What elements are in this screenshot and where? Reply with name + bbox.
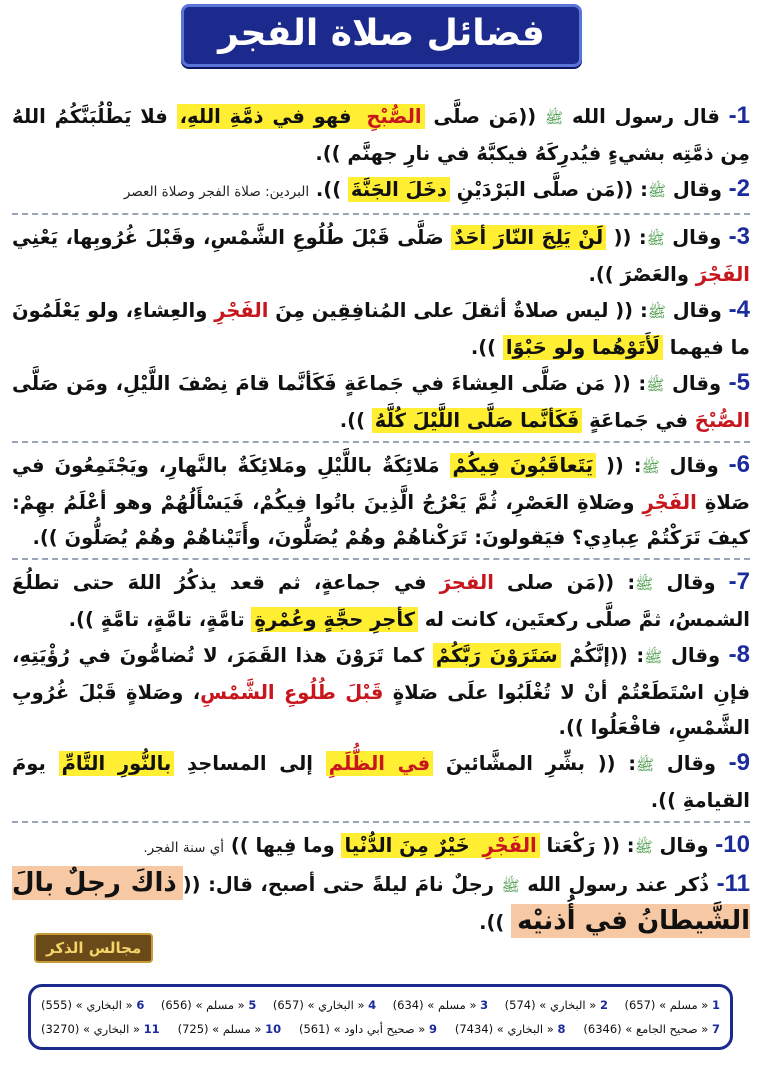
hadith-text: وقال xyxy=(662,644,721,667)
hadith-text: وما فِيها )) xyxy=(224,834,342,857)
hadith-item-1 xyxy=(12,98,750,171)
reference-item xyxy=(41,993,144,1017)
reference-item xyxy=(178,1017,282,1041)
hadith-text: فلا يَطْلُبَنَّكُمُ اللهُ مِن ذمَّتِه بشيءٍ فيُدرِكَهُ فيكبَّهُ في نارِ جهنَّم )). xyxy=(12,105,750,165)
hadith-text: إلى المساجدِ xyxy=(174,752,326,775)
hadith-text: : (( xyxy=(606,226,647,249)
reference-item xyxy=(505,993,608,1017)
hadith-text: : (( رَكْعَتا xyxy=(539,834,635,857)
hadith-number: 7 xyxy=(736,568,750,595)
hadith-number-dash: - xyxy=(719,102,737,129)
hadith-item-5 xyxy=(12,365,750,443)
hadith-text: في جَماعَةٍ xyxy=(582,409,695,432)
salutation-glyph: ﷺ xyxy=(636,756,655,774)
hadith-number-dash: - xyxy=(721,296,737,323)
hadith-text: ، وصَلاةٍ قَبْلَ غُرُوبِ الشَّمْسِ، فافْعَلُوا )). xyxy=(12,681,750,739)
hadith-number-dash: - xyxy=(721,223,737,250)
hadith-item-2 xyxy=(12,171,750,215)
hadith-text: وقال xyxy=(664,372,722,395)
reference-number: 1 xyxy=(711,998,720,1012)
reference-source: « مسلم » (725) xyxy=(177,1022,266,1036)
hadith-item-8 xyxy=(12,637,750,745)
note-text: وصلاة العصر xyxy=(123,184,200,200)
hadith-text: في جماعةٍ، ثم قعد يذكُرُ اللهَ حتى تطلُعَ الشمسُ، ثمَّ صلَّى ركعتَين، كانت له xyxy=(12,571,750,631)
hadith-number: 8 xyxy=(736,641,751,668)
references-row-2 xyxy=(41,1017,720,1041)
hadith-text: يومَ القيامةِ )). xyxy=(12,752,750,812)
highlighted-text: خَيْرٌ مِنَ الدُّنْيا xyxy=(341,833,479,858)
reference-source: « صحيح الجامع » (6346) xyxy=(583,1022,712,1036)
hadith-text: الفَجْرِ xyxy=(214,299,269,322)
highlighted-text: لَنْ يَلِجَ النّارَ أحَدٌ xyxy=(451,225,606,250)
hadith-text: الفَجْرِ xyxy=(642,491,697,514)
hadith-text: : (( بشِّرِ المشَّائينَ xyxy=(433,752,637,775)
hadith-number-dash: - xyxy=(708,831,724,858)
reference-source: « البخاري » (574) xyxy=(504,998,600,1012)
hadith-number: 2 xyxy=(736,175,750,202)
hadith-text: )). xyxy=(309,178,348,201)
salutation-glyph: ﷺ xyxy=(646,230,665,248)
reference-number: 11 xyxy=(143,1022,160,1036)
hadith-number: 5 xyxy=(736,369,750,396)
hadith-text: تامَّةٍ، تامَّةٍ، تامَّةٍ )). xyxy=(68,608,252,631)
highlighted-text: فَكَأنَّما صَلَّى اللَّيْلَ كُلَّهُ xyxy=(372,408,583,433)
highlighted-text: سَتَرَوْنَ رَبَّكُمْ xyxy=(433,643,561,668)
hadith-text: قال رسول الله xyxy=(563,105,720,128)
note-text: الفجر xyxy=(199,184,230,200)
hadith-text: والعِشاءِ، ولو يَعْلَمُونَ ما فيهما xyxy=(12,299,750,359)
reference-number: 5 xyxy=(248,998,257,1012)
hadith-number-dash: - xyxy=(721,175,737,202)
hadith-item-4 xyxy=(12,292,750,365)
reference-item xyxy=(299,1017,437,1041)
title-banner xyxy=(0,4,763,67)
hadith-list xyxy=(12,98,750,940)
salutation-glyph: ﷺ xyxy=(635,575,654,593)
reference-number: 6 xyxy=(136,998,145,1012)
references-row-1 xyxy=(41,993,720,1017)
highlighted-text: ذاكَ رجلٌ بالَ الشَّيطانُ في أُذنيْه xyxy=(12,868,750,936)
hadith-text: وقال xyxy=(659,454,719,477)
hadith-text: مَلائِكَةٌ باللَّيْلِ ومَلائِكَةٌ بالنَّهارِ، ويَجْتَمِعُونَ في صَلاةِ xyxy=(12,454,750,514)
highlighted-text: فهو في ذمَّةِ اللهِ، xyxy=(177,104,364,129)
note-text: البردين: صلاة xyxy=(229,184,310,200)
hadith-text: الصُّبْحَ xyxy=(694,409,750,432)
reference-number: 10 xyxy=(265,1022,282,1036)
reference-source: « صحيح أبي داود » (561) xyxy=(298,1022,429,1036)
salutation-glyph: ﷺ xyxy=(634,838,653,856)
hadith-number-dash: - xyxy=(718,451,737,478)
page-title: فضائل صلاة الفجر xyxy=(181,4,582,67)
reference-source: « مسلم » (634) xyxy=(392,998,481,1012)
salutation-glyph: ﷺ xyxy=(545,109,564,127)
hadith-number: 11 xyxy=(724,870,750,897)
hadith-item-7 xyxy=(12,564,750,637)
salutation-glyph: ﷺ xyxy=(646,376,665,394)
hadith-item-6 xyxy=(12,447,750,560)
hadith-text: رجلٌ نامَ ليلةً حتى أصبح، قال: (( xyxy=(182,873,502,896)
hadith-number: 10 xyxy=(723,831,750,858)
reference-item xyxy=(583,1017,720,1041)
hadith-number-dash: - xyxy=(715,568,737,595)
reference-number: 2 xyxy=(599,998,608,1012)
hadith-text: قَبْلَ طُلُوعِ الشَّمْسِ xyxy=(200,681,384,704)
salutation-glyph: ﷺ xyxy=(641,458,660,476)
reference-number: 7 xyxy=(711,1022,720,1036)
reference-item xyxy=(624,993,720,1017)
hadith-text: : ((مَن صلى xyxy=(493,571,636,594)
hadith-number: 9 xyxy=(736,749,750,776)
hadith-number-dash: - xyxy=(716,749,737,776)
note-text: أي سنة الفجر. xyxy=(143,840,225,856)
hadith-text: وقال xyxy=(664,226,722,249)
hadith-item-9 xyxy=(12,745,750,823)
reference-source: « البخاري » (555) xyxy=(41,998,137,1012)
reference-number: 8 xyxy=(557,1022,566,1036)
hadith-item-3 xyxy=(12,219,750,292)
hadith-number: 3 xyxy=(736,223,750,250)
reference-number: 3 xyxy=(480,998,489,1012)
reference-number: 4 xyxy=(368,998,377,1012)
hadith-text: كما تَرَوْنَ هذا القَمَرَ، لا تُضامُّونَ في رُؤْيَتِهِ، فإنِ اسْتَطَعْتُمْ أنْ لا تُغْلَبُوا علَى صَلاةٍ xyxy=(12,644,750,704)
highlighted-text: يَتَعاقَبُونَ فِيكُمْ xyxy=(450,453,597,478)
hadith-number: 4 xyxy=(736,296,750,323)
reference-item xyxy=(273,993,376,1017)
hadith-text: والعَصْرَ )). xyxy=(588,263,696,286)
hadith-text: : (( مَن صَلَّى العِشاءَ في جَماعَةٍ فَكَأنَّما قامَ نِصْفَ اللَّيْلِ، ومَن صَلَّى xyxy=(12,372,647,395)
hadith-item-10 xyxy=(12,827,750,866)
hadith-text: وقال xyxy=(652,834,709,857)
reference-source: « البخاري » (3270) xyxy=(41,1022,144,1036)
salutation-glyph: ﷺ xyxy=(501,877,520,895)
hadith-text: وقال xyxy=(666,178,722,201)
salutation-glyph: ﷺ xyxy=(647,303,666,321)
hadith-text: وقال xyxy=(653,571,716,594)
reference-item xyxy=(393,993,489,1017)
hadith-number-dash: - xyxy=(709,870,725,897)
brand-logo: مجالس الذكر xyxy=(34,933,153,963)
salutation-glyph: ﷺ xyxy=(644,648,663,666)
hadith-text: الفجرَ xyxy=(439,571,494,594)
reference-source: « مسلم » (657) xyxy=(624,998,712,1012)
hadith-text: )). xyxy=(339,409,372,432)
highlighted-text: لَأَتَوْهُما ولو حَبْوًا xyxy=(503,335,663,360)
reference-number: 9 xyxy=(428,1022,437,1036)
hadith-text: ((مَن صلَّى xyxy=(424,105,546,128)
hadith-text: الفَجْرَ xyxy=(695,263,750,286)
hadith-number: 1 xyxy=(736,102,750,129)
reference-item xyxy=(455,1017,566,1041)
reference-item xyxy=(41,1017,160,1041)
highlighted-text: في الظُّلَمِ xyxy=(326,751,433,776)
hadith-text: : (( ليس صلاةٌ أثقلَ على المُنافِقِين مِنَ xyxy=(268,299,648,322)
hadith-text: وقال xyxy=(665,299,722,322)
reference-source: « البخاري » (657) xyxy=(272,998,369,1012)
hadith-number: 6 xyxy=(736,451,750,478)
highlighted-text: بالنُّورِ التَّامِّ xyxy=(59,751,175,776)
hadith-number-dash: - xyxy=(721,369,737,396)
hadith-item-11 xyxy=(12,866,750,940)
hadith-text: صَلَّى قَبْلَ طُلُوعِ الشَّمْسِ، وقَبْلَ غُرُوبِها، يَعْنِي xyxy=(12,226,452,249)
hadith-text: : ((مَن صلَّى البَرْدَيْنِ xyxy=(450,178,648,201)
highlighted-text: الصُّبْحِ xyxy=(363,104,424,129)
hadith-number-dash: - xyxy=(720,641,737,668)
reference-item xyxy=(161,993,257,1017)
hadith-text: وصَلاةِ العَصْرِ، ثُمَّ يَعْرُجُ الَّذِينَ باتُوا فِيكُمْ، فَيَسْأَلُهُمْ وهو أعْلَمُ بهِمْ: كيفَ تَرَكْتُمْ عِبادِي؟ فيَقولونَ: تَرَكْناهُمْ وهُمْ يُصَلُّونَ، وأَتَيْناهُمْ وهُمْ يُصَلُّونَ )). xyxy=(12,491,750,549)
hadith-text: وقال xyxy=(654,752,717,775)
hadith-text: )). xyxy=(470,336,503,359)
salutation-glyph: ﷺ xyxy=(647,182,667,200)
hadith-text: : (( xyxy=(596,454,642,477)
hadith-text: ذُكر عند رسول الله xyxy=(519,873,710,896)
highlighted-text: دخَلَ الجَنَّةَ xyxy=(348,177,450,202)
reference-source: « مسلم » (656) xyxy=(160,998,249,1012)
highlighted-text: الفَجْرِ xyxy=(480,833,540,858)
highlighted-text: كأجرِ حجَّةٍ وعُمْرةٍ xyxy=(251,607,418,632)
reference-source: « البخاري » (7434) xyxy=(454,1022,558,1036)
hadith-text: : ((إنَّكُمْ xyxy=(560,644,645,667)
hadith-text: )). xyxy=(479,911,512,934)
references-box xyxy=(28,984,733,1050)
